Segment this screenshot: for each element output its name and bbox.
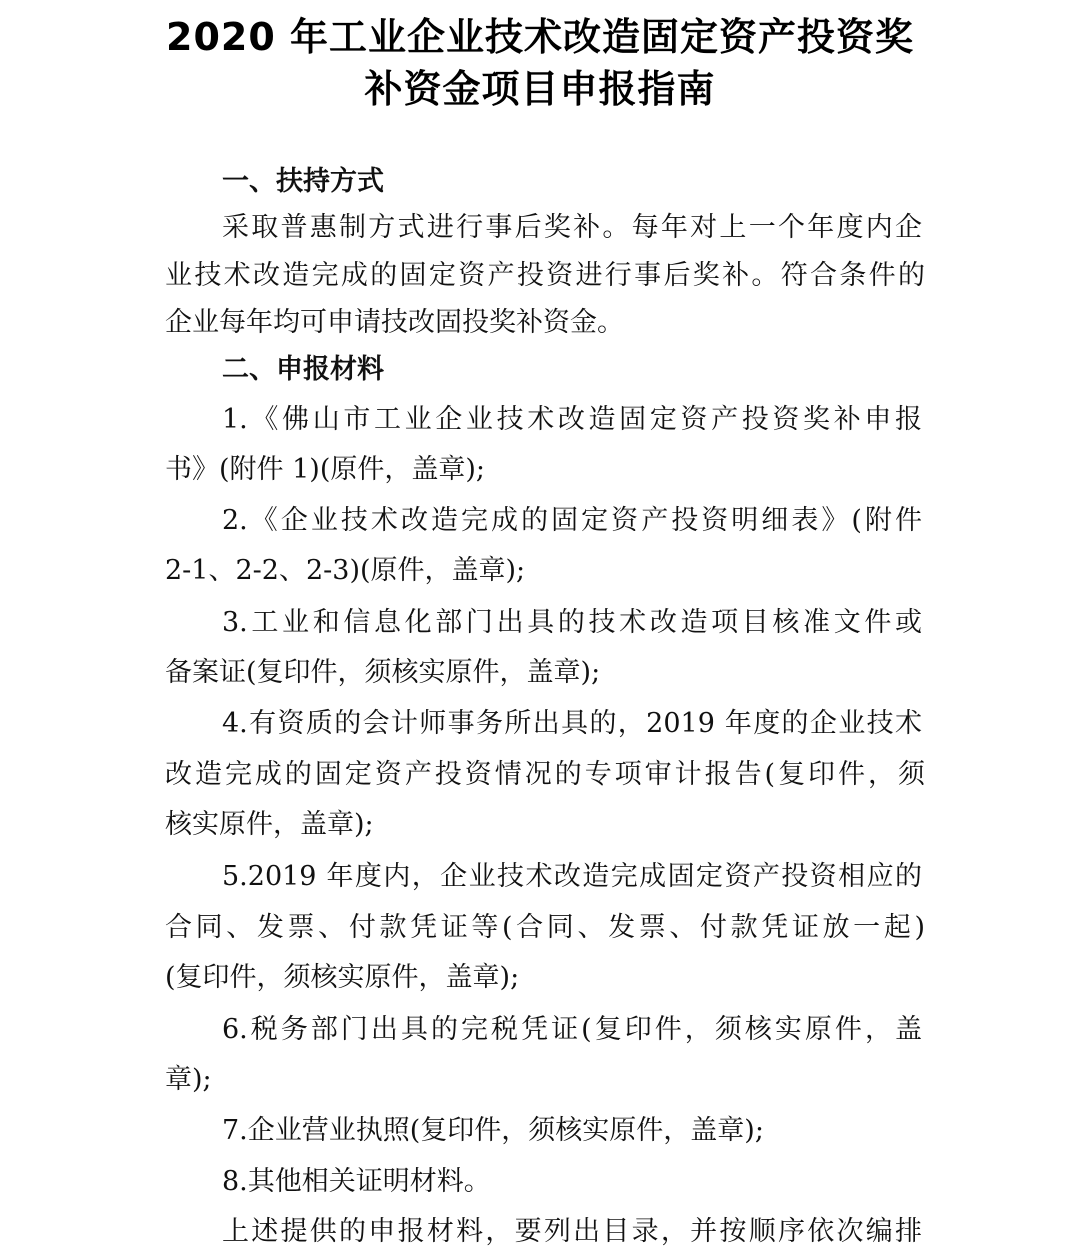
item-6-line-1: 6.税务部门出具的完税凭证(复印件，须核实原件，盖 bbox=[222, 1014, 922, 1045]
item-5-line-2: 合同、发票、付款凭证等(合同、发票、付款凭证放一起) bbox=[165, 912, 925, 943]
item-3-line-2: 备案证(复印件，须核实原件，盖章); bbox=[165, 657, 601, 688]
document-title-line-1: 2020 年工业企业技术改造固定资产投资奖 bbox=[166, 15, 914, 59]
item-2-line-1: 2.《企业技术改造完成的固定资产投资明细表》(附件 bbox=[222, 505, 922, 536]
section-1-heading: 一、扶持方式 bbox=[222, 166, 384, 197]
section-1-line-1: 采取普惠制方式进行事后奖补。每年对上一个年度内企 bbox=[222, 212, 922, 243]
closing-line: 上述提供的申报材料，要列出目录，并按顺序依次编排 bbox=[222, 1216, 922, 1247]
item-1-line-2: 书》(附件 1)(原件，盖章); bbox=[165, 454, 485, 485]
item-6-line-2: 章); bbox=[165, 1064, 212, 1095]
item-4-line-1: 4.有资质的会计师事务所出具的，2019 年度的企业技术 bbox=[222, 708, 922, 739]
section-1-line-2: 业技术改造完成的固定资产投资进行事后奖补。符合条件的 bbox=[165, 260, 925, 291]
item-5-line-3: (复印件，须核实原件，盖章); bbox=[165, 962, 520, 993]
item-8-line-1: 8.其他相关证明材料。 bbox=[222, 1166, 491, 1197]
item-7-line-1: 7.企业营业执照(复印件，须核实原件，盖章); bbox=[222, 1115, 764, 1146]
item-1-line-1: 1.《佛山市工业企业技术改造固定资产投资奖补申报 bbox=[222, 404, 922, 435]
item-5-line-1: 5.2019 年度内，企业技术改造完成固定资产投资相应的 bbox=[222, 861, 922, 892]
section-2-heading: 二、申报材料 bbox=[222, 354, 384, 385]
item-4-line-3: 核实原件，盖章); bbox=[165, 809, 374, 840]
item-2-line-2: 2-1、2-2、2-3)(原件，盖章); bbox=[165, 555, 526, 586]
item-3-line-1: 3.工业和信息化部门出具的技术改造项目核准文件或 bbox=[222, 607, 922, 638]
item-4-line-2: 改造完成的固定资产投资情况的专项审计报告(复印件，须 bbox=[165, 759, 925, 790]
section-1-line-3: 企业每年均可申请技改固投奖补资金。 bbox=[165, 307, 624, 338]
document-title-line-2: 补资金项目申报指南 bbox=[364, 67, 716, 111]
